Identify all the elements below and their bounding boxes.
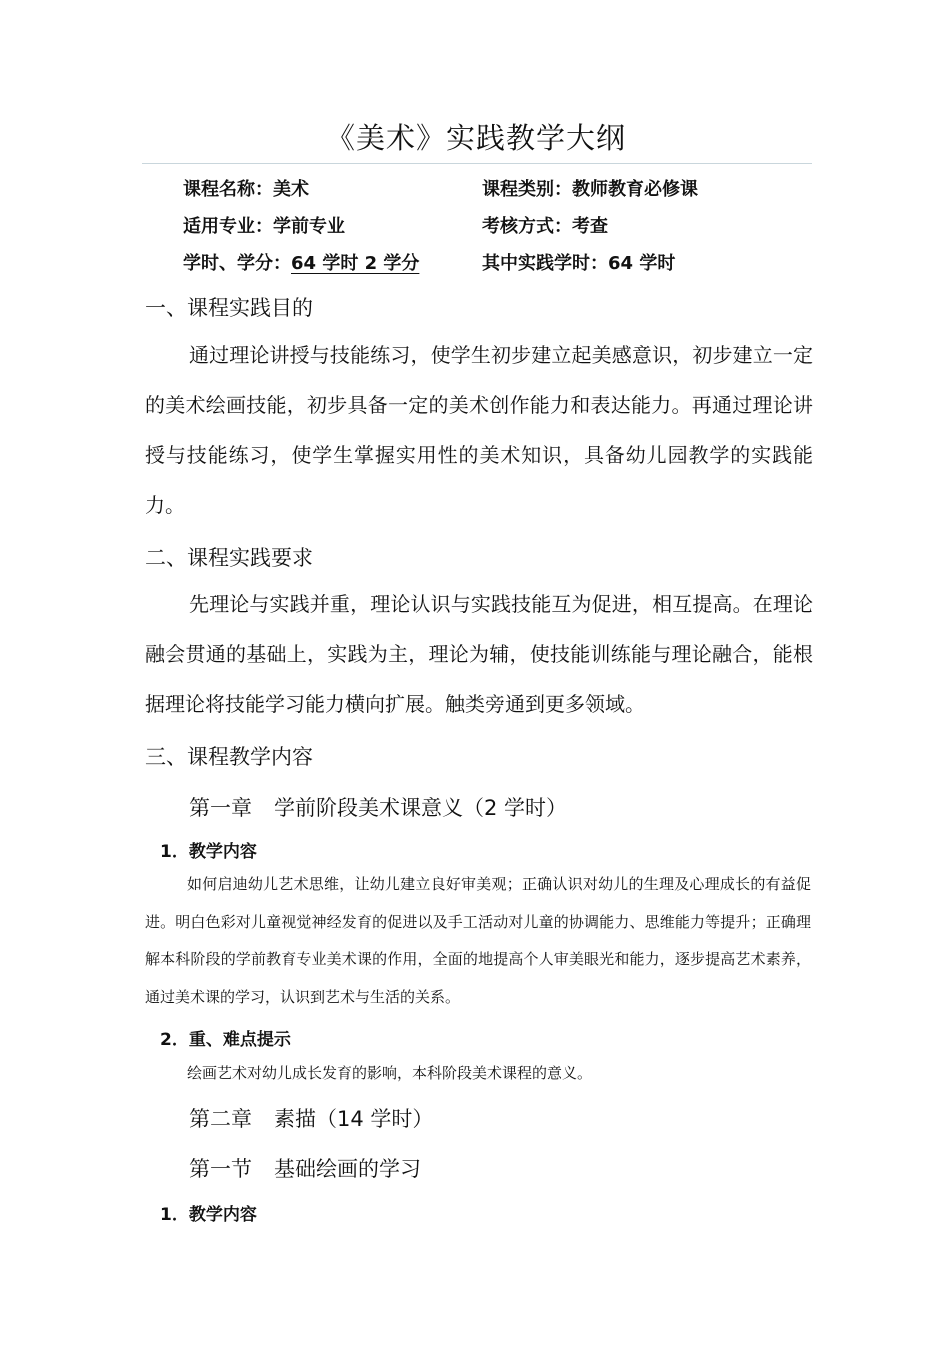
chapter-1-subhead-content: 1．教学内容	[160, 842, 257, 862]
meta-hours	[183, 249, 419, 275]
chapter-1-keypoints-text: 绘画艺术对幼儿成长发育的影响，本科阶段美术课程的意义。	[187, 1066, 593, 1082]
section-heading-requirements: 二、课程实践要求	[145, 546, 313, 570]
page-title: 《美术》实践教学大纲	[325, 121, 626, 155]
section-paragraph-requirements: 先理论与实践并重，理论认识与实践技能互为促进，相互提高。在理论融会贯通的基础上，实践为主，理论为辅，使技能训练能与理论融合，能根据理论将技能学习能力横向扩展。触类旁通到更多领域。	[145, 592, 813, 716]
chapter-1-content-paragraph: 如何启迪幼儿艺术思维，让幼儿建立良好审美观；正确认识对幼儿的生理及心理成长的有益促进。明白色彩对儿童视觉神经发育的促进以及手工活动对儿童的协调能力、思维能力等提升；正确理解本科阶段的学前教育专业美术课的作用，全面的地提高个人审美眼光和能力，逐步提高艺术素养，通过美术课的学习，认识到艺术与生活的关系。	[145, 877, 811, 1006]
meta-hours-value: 64 学时 2 学分	[291, 253, 420, 274]
meta-major: 适用专业：学前专业	[183, 216, 345, 237]
chapter-2-title: 素描（14 学时）	[274, 1107, 434, 1131]
chapter-1-subhead-keypoints: 2．重、难点提示	[160, 1030, 291, 1050]
chapter-1-heading	[189, 792, 567, 822]
title-divider	[142, 163, 812, 164]
meta-assessment: 考核方式：考查	[482, 216, 608, 237]
chapter-2-number: 第二章	[189, 1107, 252, 1131]
meta-course-type: 课程类别：教师教育必修课	[482, 179, 698, 200]
chapter-2-section-heading	[189, 1153, 421, 1183]
chapter-2-heading	[189, 1103, 433, 1133]
chapter-2-section-number: 第一节	[189, 1157, 252, 1181]
chapter-2-subhead-content: 1．教学内容	[160, 1205, 257, 1225]
chapter-2-section-title: 基础绘画的学习	[274, 1157, 421, 1181]
chapter-1-number: 第一章	[189, 796, 252, 820]
section-heading-purpose: 一、课程实践目的	[145, 296, 313, 320]
section-heading-content: 三、课程教学内容	[145, 745, 313, 769]
meta-practice-hours: 其中实践学时：64 学时	[482, 253, 676, 274]
meta-course-name: 课程名称：美术	[183, 179, 309, 200]
chapter-1-title: 学前阶段美术课意义（2 学时）	[274, 796, 568, 820]
meta-hours-label: 学时、学分：	[183, 253, 291, 274]
section-paragraph-purpose: 通过理论讲授与技能练习，使学生初步建立起美感意识，初步建立一定的美术绘画技能，初步具备一定的美术创作能力和表达能力。再通过理论讲授与技能练习，使学生掌握实用性的美术知识，具备幼儿园教学的实践能力。	[145, 343, 813, 517]
